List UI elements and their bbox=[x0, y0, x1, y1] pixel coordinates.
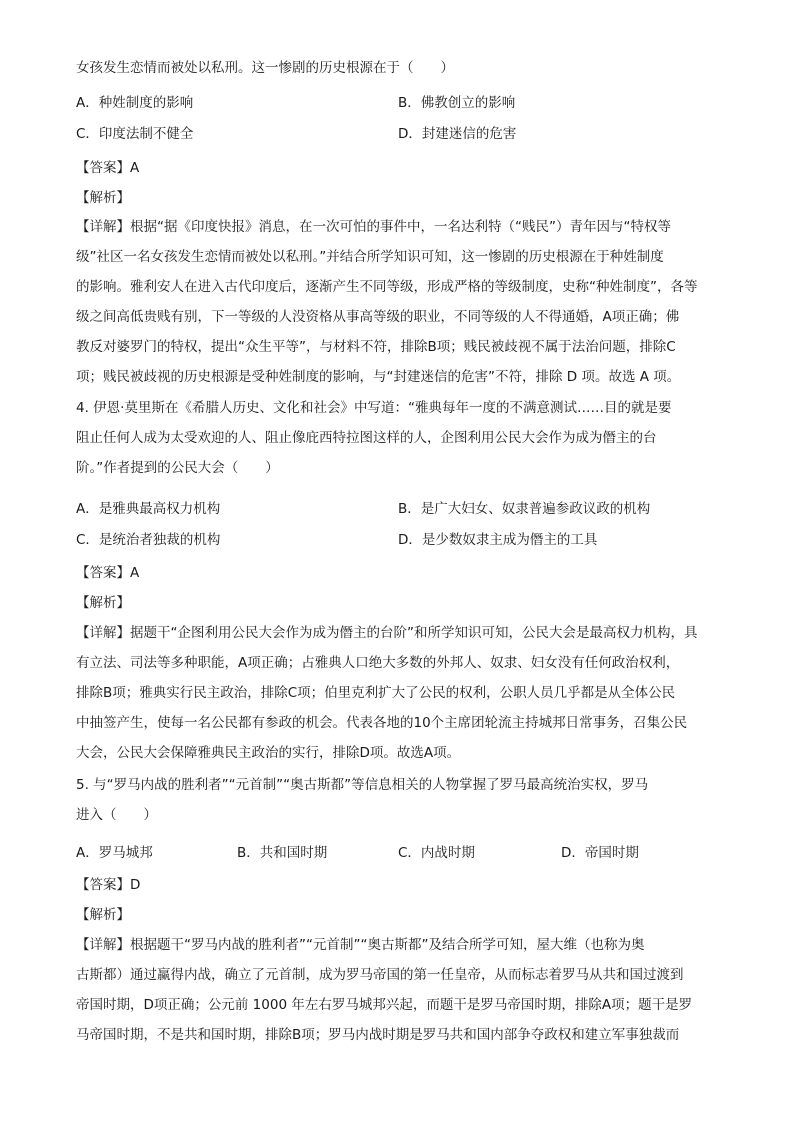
q3-answer: 【答案】A bbox=[76, 160, 140, 176]
q3-detail-line: 项；贱民被歧视的历史根源是受种姓制度的影响，与“封建迷信的危害”不符，排除 D 项。故选 A 项。 bbox=[76, 369, 681, 385]
q4-detail-line: 有立法、司法等多种职能，A项正确；占雅典人口绝大多数的外邦人、奴隶、妇女没有任何政治权利， bbox=[76, 655, 680, 671]
q5-stem-line: 进入（ ） bbox=[76, 807, 157, 823]
q5-option-a: A．罗马城邦 bbox=[76, 845, 153, 861]
q3-detail-line: 级”社区一名女孩发生恋情而被处以私刑。”并结合所学知识可知，这一惨剧的历史根源在于种姓制度 bbox=[76, 249, 664, 265]
q4-stem-line: 阻止任何人成为太受欢迎的人、阻止像庇西特拉图这样的人，企图利用公民大会作为成为僭主的台 bbox=[76, 430, 657, 446]
q4-stem-line: 阶。”作者提到的公民大会（ ） bbox=[76, 460, 279, 476]
q5-analysis-label: 【解析】 bbox=[76, 907, 130, 923]
q4-option-d: D．是少数奴隶主成为僭主的工具 bbox=[398, 532, 598, 548]
q5-detail-line: 古斯都）通过赢得内战，确立了元首制，成为罗马帝国的第一任皇帝，从而标志着罗马从共和国过渡到 bbox=[76, 967, 684, 983]
q3-option-b: B．佛教创立的影响 bbox=[398, 95, 516, 111]
q4-detail-line: 【详解】据题干“企图利用公民大会作为成为僭主的台阶”和所学知识可知，公民大会是最高权力机构，具 bbox=[76, 625, 698, 641]
q4-analysis-label: 【解析】 bbox=[76, 595, 130, 611]
q3-detail-line: 级之间高低贵贱有别，下一等级的人没资格从事高等级的职业，不同等级的人不得通婚，A项正确；佛 bbox=[76, 309, 680, 325]
q3-analysis-label: 【解析】 bbox=[76, 190, 130, 206]
q4-option-b: B．是广大妇女、奴隶普遍参政议政的机构 bbox=[398, 501, 651, 517]
q3-detail-line: 教反对婆罗门的特权，提出“众生平等”，与材料不符，排除B项；贱民被歧视不属于法治问题，排除C bbox=[76, 339, 676, 355]
q5-option-b: B．共和国时期 bbox=[237, 845, 328, 861]
q5-answer: 【答案】D bbox=[76, 877, 141, 893]
q4-detail-line: 排除B项；雅典实行民主政治，排除C项；伯里克利扩大了公民的权利，公职人员几乎都是从全体公民 bbox=[76, 685, 676, 701]
q4-stem-line: 4. 伊恩·莫里斯在《希腊人历史、文化和社会》中写道：“雅典每年一度的不满意测试……目的就是要 bbox=[76, 400, 672, 416]
q4-answer: 【答案】A bbox=[76, 565, 140, 581]
q5-option-c: C．内战时期 bbox=[398, 845, 475, 861]
q5-detail-line: 【详解】根据题干“罗马内战的胜利者”“元首制”“奥古斯都”及结合所学可知，屋大维（也称为奥 bbox=[76, 937, 645, 953]
q3-detail-line: 的影响。雅利安人在进入古代印度后，逐渐产生不同等级，形成严格的等级制度，史称“种姓制度”，各等 bbox=[76, 279, 698, 295]
q4-detail-line: 大会，公民大会保障雅典民主政治的实行，排除D项。故选A项。 bbox=[76, 745, 461, 761]
q5-detail-line: 帝国时期，D项正确；公元前 1000 年左右罗马城邦兴起，而题干是罗马帝国时期，排除A项；题干是罗 bbox=[76, 997, 693, 1013]
q4-option-a: A．是雅典最高权力机构 bbox=[76, 501, 221, 517]
q5-stem-line: 5. 与“罗马内战的胜利者”“元首制”“奥古斯都”等信息相关的人物掌握了罗马最高统治实权，罗马 bbox=[76, 777, 649, 793]
q5-detail-line: 马帝国时期，不是共和国时期，排除B项；罗马内战时期是罗马共和国内部争夺政权和建立军事独裁而 bbox=[76, 1027, 680, 1043]
q5-option-d: D．帝国时期 bbox=[561, 845, 639, 861]
q3-option-c: C．印度法制不健全 bbox=[76, 126, 194, 142]
q4-detail-line: 中抽签产生，使每一名公民都有参政的机会。代表各地的10个主席团轮流主持城邦日常事务，召集公民 bbox=[76, 715, 688, 731]
q3-option-a: A．种姓制度的影响 bbox=[76, 95, 194, 111]
q3-option-d: D．封建迷信的危害 bbox=[398, 126, 517, 142]
q3-stem-tail: 女孩发生恋情而被处以私刑。这一惨剧的历史根源在于（ ） bbox=[76, 60, 454, 76]
q4-option-c: C．是统治者独裁的机构 bbox=[76, 532, 221, 548]
q3-detail-line: 【详解】根据“据《印度快报》消息，在一次可怕的事件中，一名达利特（“贱民”）青年因与“特权等 bbox=[76, 219, 671, 235]
